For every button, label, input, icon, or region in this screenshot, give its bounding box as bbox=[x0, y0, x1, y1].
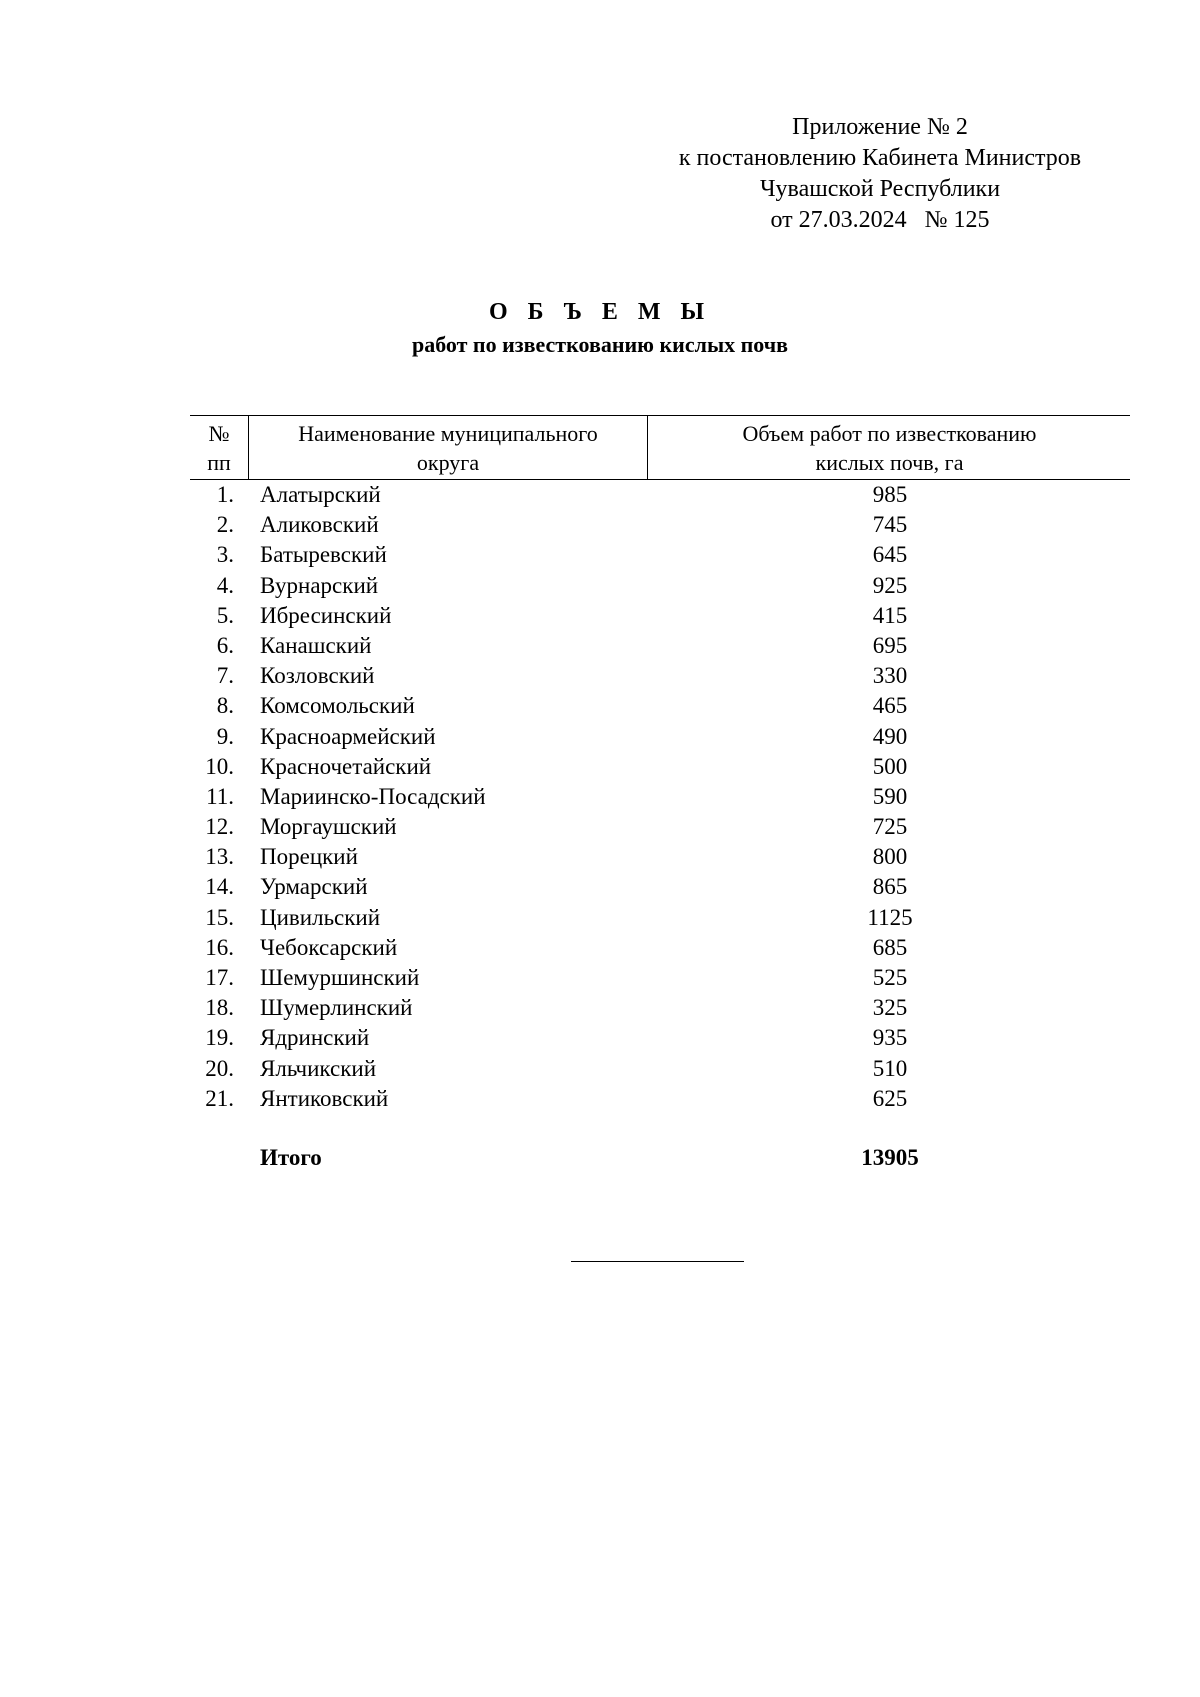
header-name bbox=[248, 416, 648, 479]
total-label: Итого bbox=[260, 1145, 322, 1170]
row-number: 12. bbox=[205, 814, 234, 840]
header-num bbox=[190, 416, 248, 479]
district-name: Аликовский bbox=[260, 512, 379, 538]
total-value: 13905 bbox=[861, 1145, 919, 1170]
row-number: 13. bbox=[205, 844, 234, 870]
row-number: 10. bbox=[205, 753, 234, 779]
lime-volume: 1125 bbox=[867, 904, 913, 930]
district-name: Янтиковский bbox=[260, 1085, 389, 1111]
table-row bbox=[190, 903, 1130, 933]
table-row bbox=[190, 842, 1130, 872]
row-number: 7. bbox=[216, 663, 234, 689]
end-divider bbox=[571, 1261, 744, 1262]
table-row bbox=[190, 601, 1130, 631]
header-value bbox=[649, 416, 1130, 479]
lime-volume: 865 bbox=[872, 874, 908, 900]
row-number: 17. bbox=[205, 965, 234, 990]
table-header bbox=[190, 415, 1130, 480]
district-name: Урмарский bbox=[260, 874, 368, 900]
district-name: Вурнарский bbox=[260, 572, 379, 598]
appendix-resolution: к постановлению Кабинета Министров bbox=[678, 145, 1082, 171]
appendix-republic: Чувашской Республики bbox=[759, 176, 1001, 202]
appendix-number: № 125 bbox=[924, 207, 990, 233]
lime-volume: 325 bbox=[872, 995, 908, 1021]
table-row bbox=[190, 782, 1130, 812]
table-row bbox=[190, 480, 1130, 510]
lime-volume: 590 bbox=[872, 783, 908, 809]
table-body bbox=[190, 480, 1130, 1114]
district-name: Ядринский bbox=[260, 1025, 370, 1051]
row-number: 9. bbox=[216, 723, 234, 749]
table-row bbox=[190, 993, 1130, 1023]
header-name-line2: округа bbox=[416, 450, 480, 475]
row-number: 11. bbox=[206, 783, 234, 809]
lime-volume: 645 bbox=[872, 542, 908, 568]
row-number: 6. bbox=[216, 632, 234, 658]
row-number: 3. bbox=[216, 542, 234, 568]
district-name: Комсомольский bbox=[260, 693, 415, 719]
header-value-line2: кислых почв, га bbox=[815, 450, 964, 475]
table-row bbox=[190, 872, 1130, 902]
lime-volume: 725 bbox=[872, 814, 908, 840]
appendix-date-line bbox=[630, 205, 1130, 236]
row-number: 20. bbox=[205, 1055, 234, 1081]
district-name: Порецкий bbox=[260, 844, 358, 870]
total-row bbox=[190, 1143, 1130, 1175]
district-name: Красноармейский bbox=[260, 723, 436, 749]
district-name: Шумерлинский bbox=[260, 995, 413, 1021]
district-name: Ибресинский bbox=[260, 602, 392, 628]
row-number: 21. bbox=[205, 1085, 234, 1111]
table-row bbox=[190, 1084, 1130, 1114]
appendix-block bbox=[630, 112, 1130, 236]
header-name-line1: Наименование муниципального bbox=[298, 421, 598, 446]
district-name: Чебоксарский bbox=[260, 934, 398, 960]
district-name: Алатырский bbox=[260, 482, 381, 507]
volumes-table bbox=[190, 415, 1130, 1114]
table-row bbox=[190, 571, 1130, 601]
district-name: Яльчикский bbox=[260, 1055, 377, 1081]
district-name: Моргаушский bbox=[260, 814, 397, 840]
row-number: 4. bbox=[216, 572, 234, 598]
document-title: О Б Ъ Е М Ы bbox=[488, 299, 712, 325]
document-subtitle: работ по известкованию кислых почв bbox=[411, 332, 789, 357]
table-row bbox=[190, 1023, 1130, 1053]
lime-volume: 500 bbox=[872, 753, 908, 779]
table-row bbox=[190, 812, 1130, 842]
row-number: 8. bbox=[216, 693, 234, 719]
district-name: Цивильский bbox=[260, 904, 381, 930]
district-name: Козловский bbox=[260, 663, 375, 689]
lime-volume: 925 bbox=[872, 572, 908, 598]
district-name: Мариинско-Посадский bbox=[260, 783, 486, 809]
table-row bbox=[190, 1054, 1130, 1084]
row-number: 14. bbox=[205, 874, 234, 900]
table-row bbox=[190, 752, 1130, 782]
district-name: Красночетайский bbox=[260, 753, 432, 779]
table-row bbox=[190, 510, 1130, 540]
lime-volume: 525 bbox=[872, 965, 908, 990]
header-value-line1: Объем работ по известкованию bbox=[742, 421, 1037, 446]
table-row bbox=[190, 933, 1130, 963]
header-num-line1: № bbox=[208, 421, 230, 446]
table-row bbox=[190, 540, 1130, 570]
appendix-date: от 27.03.2024 bbox=[770, 207, 907, 233]
district-name: Шемуршинский bbox=[260, 965, 420, 990]
lime-volume: 330 bbox=[872, 663, 908, 689]
header-num-line2: пп bbox=[207, 450, 231, 475]
lime-volume: 490 bbox=[872, 723, 908, 749]
district-name: Канашский bbox=[260, 632, 372, 658]
row-number: 19. bbox=[205, 1025, 234, 1051]
table-row bbox=[190, 661, 1130, 691]
row-number: 2. bbox=[216, 512, 234, 538]
lime-volume: 685 bbox=[872, 934, 908, 960]
row-number: 16. bbox=[205, 934, 234, 960]
lime-volume: 625 bbox=[872, 1085, 908, 1111]
table-row bbox=[190, 691, 1130, 721]
row-number: 15. bbox=[205, 904, 234, 930]
lime-volume: 415 bbox=[872, 602, 908, 628]
appendix-title: Приложение № 2 bbox=[792, 114, 968, 140]
table-row bbox=[190, 722, 1130, 752]
lime-volume: 465 bbox=[872, 693, 908, 719]
lime-volume: 510 bbox=[872, 1055, 908, 1081]
lime-volume: 800 bbox=[872, 844, 908, 870]
row-number: 5. bbox=[216, 602, 234, 628]
row-number: 18. bbox=[205, 995, 234, 1021]
table-row bbox=[190, 631, 1130, 661]
district-name: Батыревский bbox=[260, 542, 387, 568]
table-row bbox=[190, 963, 1130, 993]
row-number: 1. bbox=[216, 482, 234, 507]
lime-volume: 985 bbox=[872, 482, 908, 507]
lime-volume: 695 bbox=[872, 632, 908, 658]
lime-volume: 745 bbox=[872, 512, 908, 538]
lime-volume: 935 bbox=[872, 1025, 908, 1051]
